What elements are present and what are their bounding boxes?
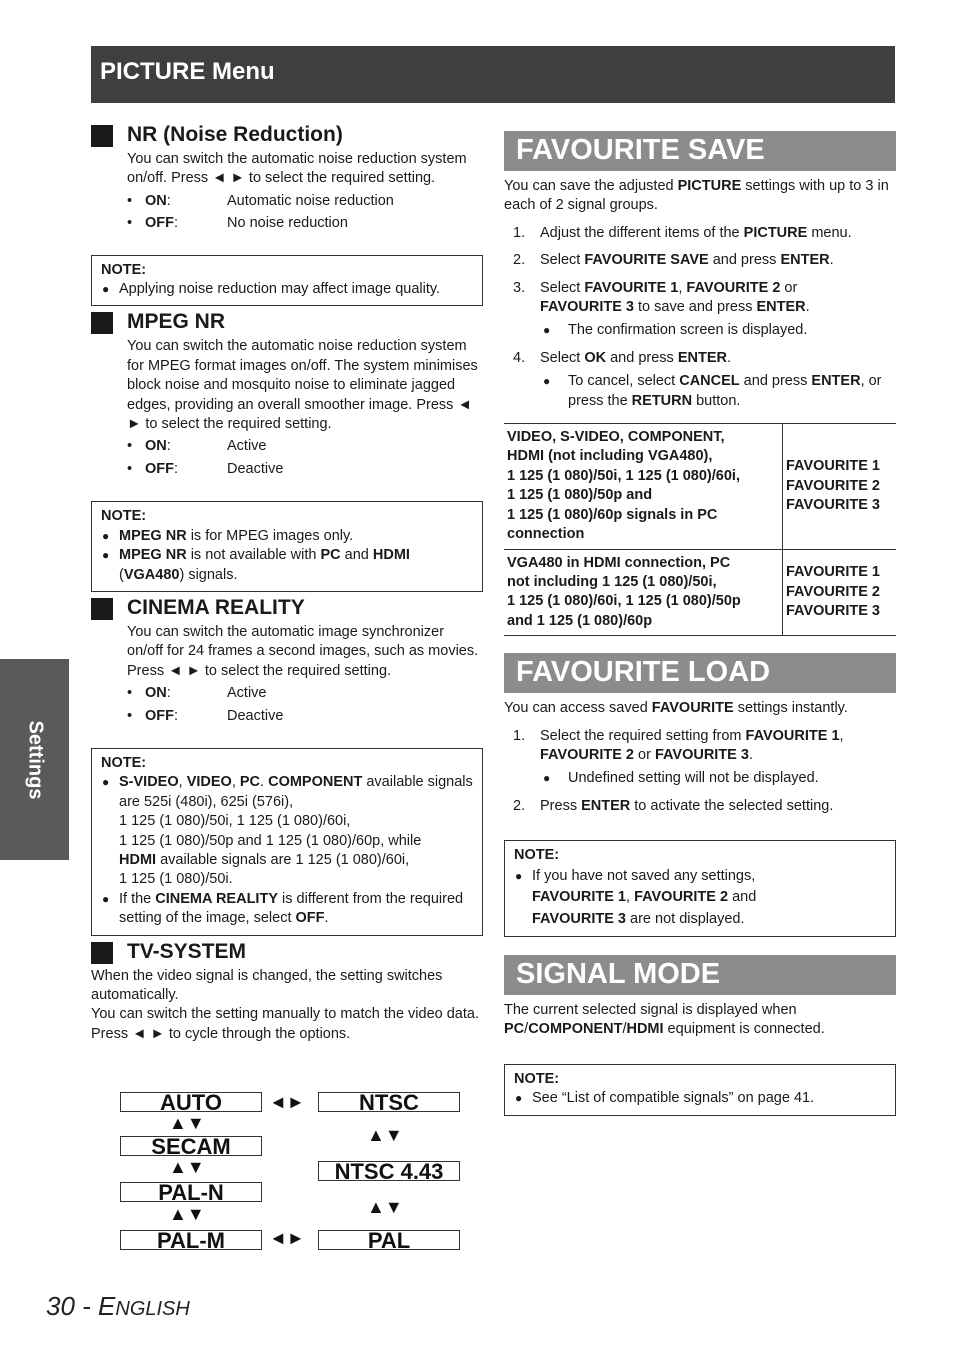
- step-sub-note: [540, 372, 896, 411]
- text: ,: [678, 279, 687, 296]
- bullet: •: [127, 707, 133, 724]
- up-down-arrow-icon: ▲▼: [169, 1204, 205, 1224]
- text: settings instantly.: [733, 700, 848, 717]
- note-text: If the: [119, 890, 156, 907]
- text: and press: [606, 349, 678, 366]
- left-right-arrow-icon: ◄►: [269, 1092, 305, 1112]
- nr-option-on: • ON: Automatic noise reduction: [127, 192, 483, 211]
- text: , or press the: [568, 373, 882, 409]
- text: .: [748, 746, 753, 763]
- favourite-label: FAVOURITE 3: [786, 496, 880, 513]
- cinema-option-off: • OFF: Deactive: [127, 707, 483, 726]
- nr-heading: [91, 122, 483, 148]
- left-right-arrow-icon: ◄►: [269, 1228, 305, 1248]
- bullet: •: [127, 685, 133, 702]
- bold-term: ENTER: [677, 349, 727, 366]
- bold-term: CINEMA REALITY: [155, 890, 278, 907]
- note-item: [101, 890, 473, 929]
- note-text: ,: [178, 774, 187, 791]
- favourite-load-intro: [504, 699, 896, 718]
- bold-term: S-VIDEO: [119, 774, 179, 791]
- note-text: ,: [626, 889, 635, 906]
- table-cell-favourites: [783, 549, 897, 636]
- tv-description-1: When the video signal is changed, the setting switches automatically.: [91, 967, 443, 1003]
- note-item: [514, 866, 886, 931]
- signal-group-table: [504, 423, 896, 636]
- favourite-save-steps: [504, 224, 896, 411]
- tv-option-pal: PAL: [318, 1230, 460, 1250]
- bold-term: FAVOURITE 2: [686, 279, 781, 296]
- tv-option-pal-m: PAL-M: [120, 1230, 262, 1250]
- favourite-label: FAVOURITE 2: [786, 583, 880, 600]
- note-text: and: [340, 547, 373, 564]
- up-down-arrow-icon: ▲▼: [367, 1125, 403, 1145]
- note-title: NOTE:: [101, 508, 147, 525]
- table-cell-favourites: [783, 424, 897, 549]
- bold-term: HDMI: [372, 547, 410, 564]
- table-row: [504, 549, 896, 636]
- left-column: [91, 122, 483, 1044]
- signal-line: 1 125 (1 080)/50i, 1 125 (1 080)/60i,: [507, 467, 740, 484]
- text: equipment is connected.: [663, 1021, 825, 1038]
- nr-description: You can switch the automatic noise reduction system on/off. Press ◄ ► to select the required setting.: [127, 151, 467, 187]
- section-header: [91, 46, 895, 103]
- tv-option-auto: AUTO: [120, 1092, 262, 1112]
- mpeg-description: You can switch the automatic noise reduction system for MPEG format images on/off. The system minimises block noise and mosquito noise to eliminate jagged edges, providing an overall smoother image. Press ◄ ► to select the required setting.: [127, 338, 478, 433]
- option-key: OFF: [145, 707, 174, 724]
- tv-option-ntsc: NTSC: [318, 1092, 460, 1112]
- page-number: 30 -: [46, 1291, 99, 1321]
- text: button.: [692, 392, 741, 409]
- bold-term: FAVOURITE SAVE: [584, 252, 709, 269]
- note-item: ● Applying noise reduction may affect image quality.: [101, 280, 473, 299]
- square-bullet-icon: [91, 598, 113, 620]
- nr-option-off: • OFF: No noise reduction: [127, 214, 483, 233]
- section-title: PICTURE Menu: [100, 58, 275, 85]
- nr-note: [91, 255, 483, 307]
- bold-term: FAVOURITE 1: [584, 279, 679, 296]
- bold-term: FAVOURITE 3: [532, 910, 626, 927]
- bold-term: PICTURE: [677, 178, 742, 194]
- table-row: [504, 424, 896, 549]
- note-text: (: [119, 566, 124, 583]
- cinema-heading: [91, 595, 483, 621]
- bold-term: FAVOURITE 1: [745, 727, 840, 744]
- bullet: •: [127, 215, 133, 232]
- bold-term: VIDEO: [186, 774, 232, 791]
- note-text: are not displayed.: [626, 910, 745, 927]
- text: Select: [540, 349, 585, 366]
- note-text: available signals are 1 125 (1 080)/60i,: [156, 851, 410, 868]
- note-text: 1 125 (1 080)/50p and 1 125 (1 080)/60p, while: [119, 832, 422, 849]
- text: to activate the selected setting.: [630, 797, 834, 814]
- note-item: [101, 527, 473, 546]
- cinema-description: You can switch the automatic image synchronizer on/off for 24 frames a second images, such as movies. Press ◄ ► to select the required setting.: [127, 623, 479, 679]
- bold-term: HDMI: [626, 1021, 664, 1038]
- side-tab: [0, 659, 69, 860]
- note-text: If you have not saved any settings,: [532, 867, 756, 884]
- square-bullet-icon: [91, 312, 113, 334]
- bold-term: RETURN: [631, 392, 693, 409]
- signal-line: VGA480 in HDMI connection, PC: [507, 554, 731, 571]
- favourite-save-band: [504, 131, 896, 171]
- favourite-save-title: FAVOURITE SAVE: [516, 134, 765, 166]
- mpeg-option-on: • ON: Active: [127, 437, 483, 456]
- step-number: 4.: [513, 349, 526, 366]
- step-sub-note: ● Undefined setting will not be displayed.: [540, 769, 896, 788]
- side-tab-label: Settings: [24, 720, 47, 799]
- page-footer: [46, 1290, 190, 1325]
- step-number: 1.: [513, 224, 526, 241]
- text: The current selected signal is displayed when: [504, 1002, 797, 1019]
- text: or: [634, 746, 655, 763]
- bold-term: CANCEL: [679, 373, 740, 390]
- bold-term: COMPONENT: [528, 1021, 623, 1038]
- note-text: ,: [231, 774, 240, 791]
- note-text: ) signals.: [179, 566, 238, 583]
- bold-term: FAVOURITE 2: [540, 746, 634, 763]
- signal-mode-band: [504, 955, 896, 995]
- step-number: 2.: [513, 797, 526, 814]
- note-text: .: [324, 910, 329, 927]
- text: .: [805, 299, 810, 316]
- signal-line: 1 125 (1 080)/50p and: [507, 487, 653, 504]
- favourite-label: FAVOURITE 2: [786, 477, 880, 494]
- step: [504, 224, 896, 243]
- option-key: OFF: [145, 215, 174, 232]
- favourite-load-steps: [504, 727, 896, 817]
- note-text: is not available with: [186, 547, 321, 564]
- text: .: [829, 252, 834, 269]
- note-item: [101, 773, 473, 889]
- option-value: Deactive: [227, 460, 284, 477]
- signal-line: connection: [507, 526, 585, 543]
- bold-term: HDMI: [119, 851, 157, 868]
- bold-term: PC: [239, 774, 261, 791]
- signal-mode-title: SIGNAL MODE: [516, 958, 721, 991]
- option-key: OFF: [145, 460, 174, 477]
- signal-line: and 1 125 (1 080)/60p: [507, 612, 653, 629]
- note-text: .: [260, 774, 269, 791]
- note-item: [101, 546, 473, 585]
- note-text: is different from the required setting of the image, select: [119, 890, 464, 927]
- signal-mode-note: [504, 1064, 896, 1116]
- text: Adjust the different items of the: [540, 224, 744, 241]
- note-text: and: [728, 889, 757, 906]
- step: [504, 797, 896, 816]
- note-text: 1 125 (1 080)/50i.: [119, 871, 233, 888]
- bold-term: VGA480: [123, 566, 180, 583]
- step: [504, 727, 896, 789]
- text: Select: [540, 252, 585, 269]
- tv-option-secam: SECAM: [120, 1136, 262, 1156]
- step-number: 2.: [513, 252, 526, 269]
- cinema-note: [91, 748, 483, 936]
- text: Press: [540, 797, 582, 814]
- text: /: [524, 1021, 529, 1038]
- note-text: available signals are 525i (480i), 625i (576i),: [119, 774, 473, 810]
- right-column: [504, 131, 896, 1116]
- bold-term: PC: [320, 547, 341, 564]
- text: /: [622, 1021, 627, 1038]
- mpeg-heading: [91, 309, 483, 335]
- option-key: ON: [145, 192, 167, 209]
- bullet: •: [127, 438, 133, 455]
- signal-line: HDMI (not including VGA480),: [507, 448, 713, 465]
- up-down-arrow-icon: ▲▼: [367, 1197, 403, 1217]
- signal-line: VIDEO, S-VIDEO, COMPONENT,: [507, 429, 725, 446]
- language-label: E: [98, 1291, 116, 1321]
- tv-title: TV-SYSTEM: [127, 939, 247, 963]
- tv-option-pal-n: PAL-N: [120, 1182, 262, 1202]
- step-number: 3.: [513, 279, 526, 296]
- note-title: NOTE:: [514, 1070, 560, 1087]
- option-value: No noise reduction: [227, 215, 348, 232]
- tv-heading: [91, 939, 483, 965]
- bold-term: FAVOURITE 3: [654, 746, 749, 763]
- tv-system-diagram: [91, 1090, 491, 1260]
- text: and press: [708, 252, 781, 269]
- note-title: NOTE:: [101, 261, 147, 278]
- note-text: 1 125 (1 080)/50i, 1 125 (1 080)/60i,: [119, 813, 351, 830]
- step-number: 1.: [513, 727, 526, 744]
- option-value: Active: [227, 685, 267, 702]
- option-key: ON: [145, 685, 167, 702]
- bold-term: FAVOURITE: [651, 700, 734, 717]
- option-key: ON: [145, 438, 167, 455]
- bold-term: MPEG NR: [119, 527, 187, 544]
- bold-term: ENTER: [581, 797, 631, 814]
- note-text: is for MPEG images only.: [186, 527, 354, 544]
- step: [504, 349, 896, 411]
- text: and press: [739, 373, 812, 390]
- favourite-load-title: FAVOURITE LOAD: [516, 656, 771, 689]
- signal-mode-intro: [504, 1001, 896, 1040]
- text: Select: [540, 279, 585, 296]
- square-bullet-icon: [91, 125, 113, 147]
- bold-term: OK: [584, 349, 607, 366]
- mpeg-title: MPEG NR: [127, 310, 226, 334]
- up-down-arrow-icon: ▲▼: [169, 1113, 205, 1133]
- bold-term: FAVOURITE 1: [532, 889, 626, 906]
- bold-term: FAVOURITE 3: [540, 299, 634, 316]
- bullet: •: [127, 460, 133, 477]
- step-sub-note: ● The confirmation screen is displayed.: [540, 321, 896, 340]
- text: You can save the adjusted: [504, 178, 678, 194]
- text: settings with up to 3 in each of 2 signal groups.: [504, 178, 889, 214]
- square-bullet-icon: [91, 942, 113, 964]
- option-value: Automatic noise reduction: [227, 192, 394, 209]
- option-value: Deactive: [227, 707, 284, 724]
- favourite-label: FAVOURITE 1: [786, 564, 880, 581]
- option-value: Active: [227, 438, 267, 455]
- favourite-label: FAVOURITE 1: [786, 458, 880, 475]
- mpeg-option-off: • OFF: Deactive: [127, 460, 483, 479]
- step: [504, 279, 896, 341]
- note-item: ● See “List of compatible signals” on page 41.: [514, 1089, 886, 1108]
- favourite-load-band: [504, 653, 896, 693]
- note-title: NOTE:: [101, 754, 147, 771]
- text: or: [780, 279, 798, 296]
- bold-term: COMPONENT: [268, 774, 363, 791]
- bullet: •: [127, 192, 133, 209]
- cinema-title: CINEMA REALITY: [127, 595, 305, 619]
- mpeg-note: [91, 501, 483, 592]
- bold-term: OFF: [295, 910, 325, 927]
- tv-option-ntsc-443: NTSC 4.43: [318, 1161, 460, 1181]
- bold-term: FAVOURITE 2: [634, 889, 729, 906]
- text: menu.: [807, 224, 852, 241]
- cinema-option-on: • ON: Active: [127, 684, 483, 703]
- language-label-rest: NGLISH: [115, 1298, 190, 1320]
- up-down-arrow-icon: ▲▼: [169, 1157, 205, 1177]
- nr-title: NR (Noise Reduction): [127, 123, 343, 146]
- text: Select the required setting from: [540, 727, 746, 744]
- favourite-label: FAVOURITE 3: [786, 603, 880, 620]
- signal-line: not including 1 125 (1 080)/50i,: [507, 573, 717, 590]
- bold-term: PICTURE: [743, 224, 808, 241]
- signal-line: 1 125 (1 080)/60i, 1 125 (1 080)/50p: [507, 593, 741, 610]
- text: to save and press: [634, 299, 757, 316]
- signal-line: 1 125 (1 080)/60p signals in PC: [507, 506, 718, 523]
- bold-term: PC: [504, 1021, 525, 1038]
- note-title: NOTE:: [514, 847, 560, 864]
- table-cell-signals: [504, 549, 783, 636]
- tv-description-2: You can switch the setting manually to match the video data. Press ◄ ► to cycle through the options.: [91, 1006, 479, 1042]
- bold-term: ENTER: [811, 373, 861, 390]
- favourite-load-note: [504, 840, 896, 937]
- bold-term: ENTER: [756, 299, 806, 316]
- text: ,: [839, 727, 844, 744]
- bold-term: MPEG NR: [119, 547, 187, 564]
- table-cell-signals: [504, 424, 783, 549]
- text: You can access saved: [504, 700, 652, 717]
- bold-term: ENTER: [780, 252, 830, 269]
- text: To cancel, select: [568, 373, 680, 390]
- text: .: [727, 349, 732, 366]
- favourite-save-intro: [504, 177, 896, 216]
- step: [504, 251, 896, 270]
